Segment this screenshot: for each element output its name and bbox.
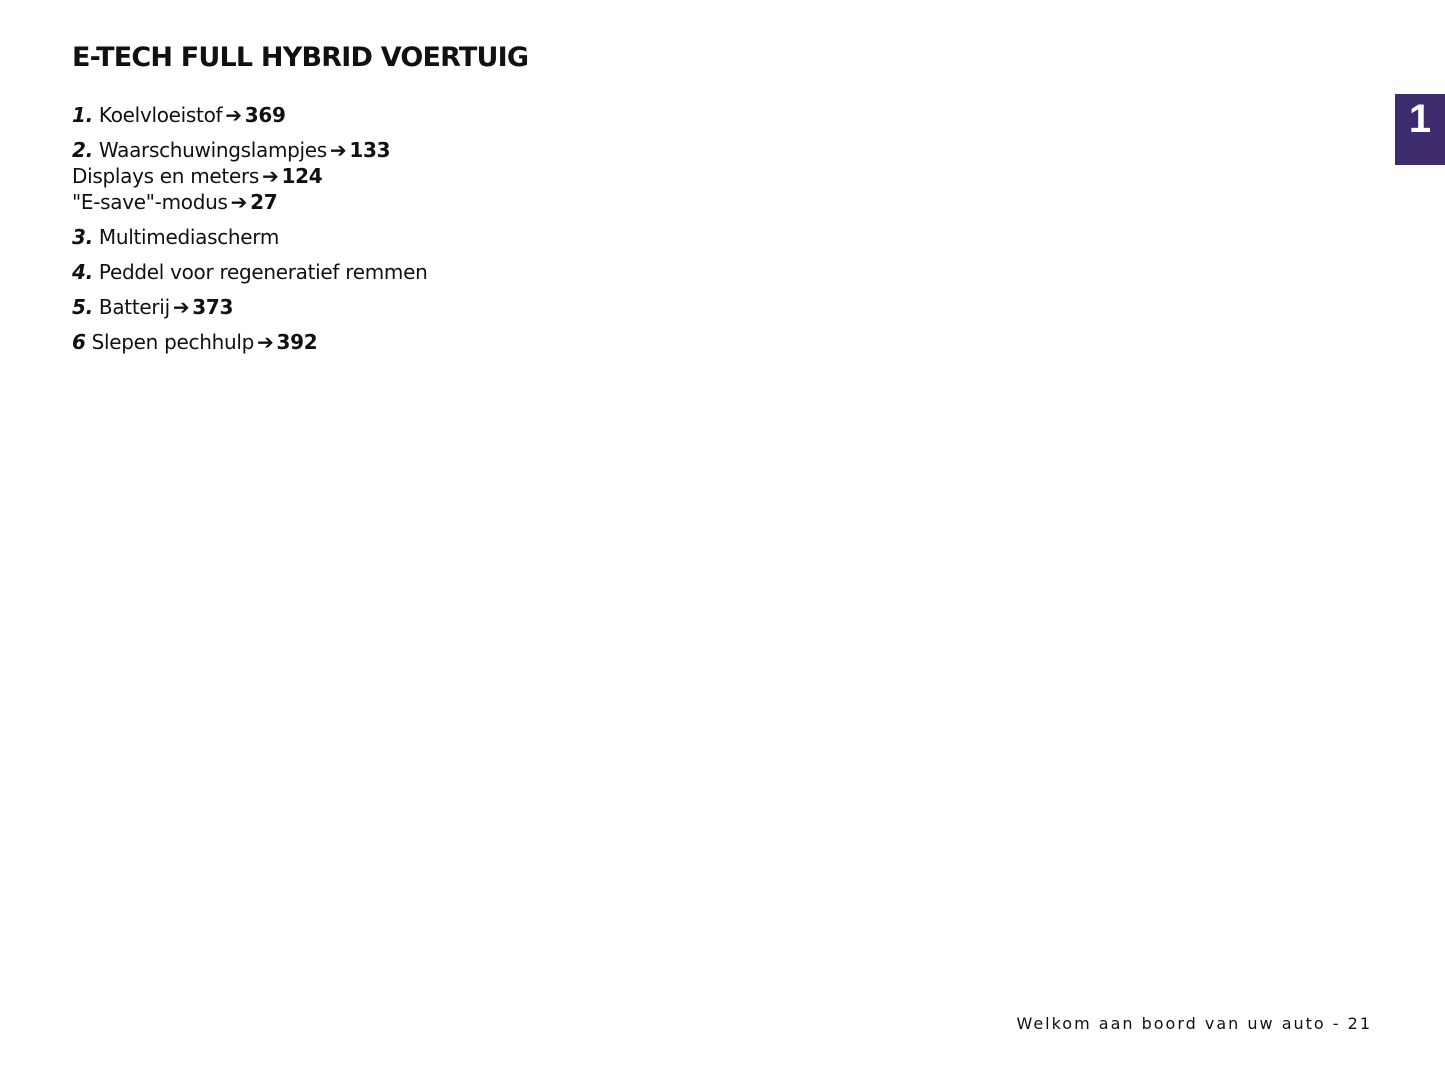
- arrow-right-icon: ➔: [172, 295, 190, 319]
- arrow-right-icon: ➔: [225, 103, 242, 127]
- list-item: [72, 329, 452, 355]
- page-footer: Welkom aan boord van uw auto - 21: [1016, 1014, 1372, 1033]
- list-line: [72, 224, 452, 250]
- list-line: [72, 189, 452, 215]
- item-number: 5.: [72, 295, 93, 319]
- arrow-right-icon: ➔: [257, 330, 274, 354]
- item-text: Displays en meters: [72, 164, 260, 188]
- list-line: [72, 259, 452, 285]
- list-line: [72, 102, 452, 128]
- chapter-tab[interactable]: 1: [1395, 94, 1445, 165]
- list-line: [72, 137, 452, 163]
- item-list: [72, 102, 452, 364]
- item-text: Multimediascherm: [98, 225, 280, 249]
- list-item: [72, 137, 452, 215]
- page-reference-link[interactable]: 373: [192, 295, 234, 319]
- list-item: [72, 224, 452, 250]
- item-number: 4.: [72, 260, 93, 284]
- item-number: 1.: [72, 103, 93, 127]
- list-item: [72, 102, 452, 128]
- item-text: Slepen pechhulp: [91, 330, 254, 354]
- list-line: [72, 329, 452, 355]
- item-number: 6: [72, 330, 86, 354]
- page-reference-link[interactable]: 133: [349, 138, 391, 162]
- item-text: Batterij: [98, 295, 170, 319]
- item-text: Koelvloeistof: [98, 103, 223, 127]
- page-reference-link[interactable]: 124: [281, 164, 323, 188]
- page-reference-link[interactable]: 27: [250, 190, 278, 214]
- page-title: E-TECH FULL HYBRID VOERTUIG: [72, 42, 529, 73]
- page-reference-link[interactable]: 369: [244, 103, 286, 127]
- page-reference-link[interactable]: 392: [276, 330, 318, 354]
- item-text: Peddel voor regeneratief remmen: [98, 260, 428, 284]
- arrow-right-icon: ➔: [329, 138, 347, 162]
- arrow-right-icon: ➔: [230, 190, 248, 214]
- item-text: "E-save"-modus: [72, 190, 228, 214]
- item-number: 3.: [72, 225, 93, 249]
- item-number: 2.: [72, 138, 93, 162]
- list-item: [72, 259, 452, 285]
- list-item: [72, 294, 452, 320]
- list-line: [72, 294, 452, 320]
- list-line: [72, 163, 452, 189]
- item-text: Waarschuwingslampjes: [98, 138, 327, 162]
- arrow-right-icon: ➔: [262, 164, 279, 188]
